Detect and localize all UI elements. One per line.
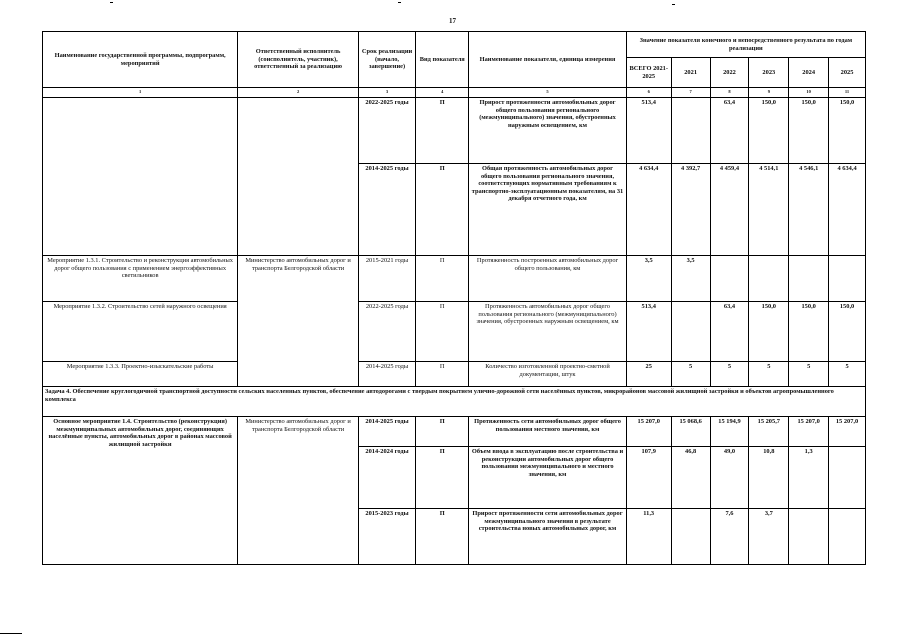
scan-mark: [110, 2, 113, 3]
event-name-cell: Мероприятие 1.3.2. Строительство сетей наружного освещения: [43, 302, 238, 362]
responsible-cell: Министерство автомобильных дорог и транспорта Белгородской области: [238, 256, 359, 387]
type-cell: П: [416, 509, 469, 565]
table-row: [43, 302, 866, 362]
value-cell: 3,5: [671, 256, 710, 302]
term-cell: 2014-2025 годы: [358, 417, 415, 447]
col-index: 10: [789, 88, 829, 98]
scan-mark: [672, 4, 675, 5]
table-row: [43, 417, 866, 447]
col-index: 11: [829, 88, 866, 98]
header-values-group: Значение показателя конечного и непосредственного результата по годам реализации: [626, 32, 865, 58]
indicator-cell: Общая протяженность автомобильных дорог общего пользования регионального значения, соответствующих нормативным требованиям к транспортно-эксплуатационным показателям, на 31 декабря отчетного года, км: [469, 164, 626, 256]
value-cell: 5: [749, 362, 789, 387]
value-cell: 10,8: [749, 447, 789, 509]
header-responsible: Ответственный исполнитель (соисполнитель, участник), ответственный за реализацию: [238, 32, 359, 88]
responsible-cell-empty: [238, 98, 359, 256]
task-row: [43, 387, 866, 417]
value-cell: 15 068,6: [671, 417, 710, 447]
col-index: 4: [416, 88, 469, 98]
col-index: 7: [671, 88, 710, 98]
value-cell: 4 459,4: [710, 164, 749, 256]
value-cell: 46,8: [671, 447, 710, 509]
indicator-cell: Протяженность автомобильных дорог общего пользования регионального (межмуниципального) значения, обустроенных наружным освещением, км: [469, 302, 626, 362]
indicator-cell: Объем ввода в эксплуатацию после строительства и реконструкции автомобильных дорог общего пользования межмуниципального и местного значения, км: [469, 447, 626, 509]
table-row: [43, 256, 866, 302]
value-cell: 15 207,0: [829, 417, 866, 447]
indicator-cell: Прирост протяженности сети автомобильных дорог межмуниципального значения в результате строительства новых автомобильных дорог, км: [469, 509, 626, 565]
header-total: ВСЕГО 2021-2025: [626, 58, 671, 88]
value-cell: 4 634,4: [626, 164, 671, 256]
event-name-cell: Мероприятие 1.3.3. Проектно-изыскательские работы: [43, 362, 238, 387]
header-year: 2025: [829, 58, 866, 88]
value-cell: 7,6: [710, 509, 749, 565]
value-cell: 63,4: [710, 98, 749, 164]
page-number: 17: [449, 17, 456, 25]
header-indicator: Наименование показателя, единица измерения: [469, 32, 626, 88]
value-cell: [671, 509, 710, 565]
value-cell: 15 207,0: [626, 417, 671, 447]
header-type: Вид показателя: [416, 32, 469, 88]
col-index: 5: [469, 88, 626, 98]
col-index: 8: [710, 88, 749, 98]
value-cell: 5: [710, 362, 749, 387]
task-title: Задача 4. Обеспечение круглогодичной транспортной доступности сельских населенных пунктов, обеспечение автодорогами с твердым покрытием улично-дорожной сети населённых пунктов, микрорайонов массовой жилищной застройки и объектов агропромышленного комплекса: [43, 387, 866, 417]
value-cell: 150,0: [829, 98, 866, 164]
value-cell: 150,0: [749, 302, 789, 362]
value-cell: 15 205,7: [749, 417, 789, 447]
name-cell-empty: [43, 98, 238, 256]
term-cell: 2014-2024 годы: [358, 447, 415, 509]
value-cell: 15 207,0: [789, 417, 829, 447]
value-cell: 150,0: [789, 302, 829, 362]
value-cell: 63,4: [710, 302, 749, 362]
value-cell: 4 514,1: [749, 164, 789, 256]
value-cell: [829, 447, 866, 509]
term-cell: 2015-2021 годы: [358, 256, 415, 302]
event-name-cell: Мероприятие 1.3.1. Строительство и реконструкция автомобильных дорог общего пользования с применением энергоэффективных светильников: [43, 256, 238, 302]
indicator-cell: Протяженность построенных автомобильных дорог общего пользования, км: [469, 256, 626, 302]
col-index: 9: [749, 88, 789, 98]
header-year: 2023: [749, 58, 789, 88]
indicator-table: [42, 31, 866, 565]
table-row: [43, 362, 866, 387]
col-index: 2: [238, 88, 359, 98]
indicator-cell: Количество изготовленной проектно-сметной документации, штук: [469, 362, 626, 387]
value-cell: [829, 256, 866, 302]
type-cell: П: [416, 98, 469, 164]
term-cell: 2015-2023 годы: [358, 509, 415, 565]
value-cell: 15 194,9: [710, 417, 749, 447]
header-year: 2021: [671, 58, 710, 88]
type-cell: П: [416, 302, 469, 362]
value-cell: 513,4: [626, 302, 671, 362]
value-cell: 5: [671, 362, 710, 387]
value-cell: 25: [626, 362, 671, 387]
type-cell: П: [416, 362, 469, 387]
table-row: [43, 98, 866, 164]
responsible-cell: Министерство автомобильных дорог и транспорта Белгородской области: [238, 417, 359, 565]
header-year: 2022: [710, 58, 749, 88]
value-cell: [671, 302, 710, 362]
value-cell: 11,3: [626, 509, 671, 565]
main-event-name-cell: Основное мероприятие 1.4. Строительство (реконструкция) межмуниципальных автомобильных дорог, соединяющих населённые пункты, автомобильных дорог в районах массовой жилищной застройки: [43, 417, 238, 565]
column-index-row: [43, 88, 866, 98]
col-index: 3: [358, 88, 415, 98]
term-cell: 2014-2025 годы: [358, 362, 415, 387]
header-year: 2024: [789, 58, 829, 88]
header-term: Срок реализации (начало, завершение): [358, 32, 415, 88]
type-cell: П: [416, 417, 469, 447]
value-cell: 4 546,1: [789, 164, 829, 256]
value-cell: [789, 509, 829, 565]
type-cell: П: [416, 447, 469, 509]
term-cell: 2022-2025 годы: [358, 302, 415, 362]
col-index: 6: [626, 88, 671, 98]
value-cell: [749, 256, 789, 302]
value-cell: [789, 256, 829, 302]
term-cell: 2014-2025 годы: [358, 164, 415, 256]
value-cell: 150,0: [829, 302, 866, 362]
value-cell: 107,9: [626, 447, 671, 509]
value-cell: 513,4: [626, 98, 671, 164]
value-cell: 150,0: [749, 98, 789, 164]
col-index: 1: [43, 88, 238, 98]
value-cell: 1,3: [789, 447, 829, 509]
value-cell: [710, 256, 749, 302]
type-cell: П: [416, 256, 469, 302]
value-cell: 49,0: [710, 447, 749, 509]
value-cell: [671, 98, 710, 164]
value-cell: 5: [829, 362, 866, 387]
value-cell: 4 392,7: [671, 164, 710, 256]
scan-mark: [0, 633, 22, 634]
type-cell: П: [416, 164, 469, 256]
value-cell: [829, 509, 866, 565]
term-cell: 2022-2025 годы: [358, 98, 415, 164]
header-name: Наименование государственной программы, подпрограмм, мероприятий: [43, 32, 238, 88]
value-cell: 150,0: [789, 98, 829, 164]
value-cell: 4 634,4: [829, 164, 866, 256]
scan-mark: [398, 2, 401, 3]
value-cell: 3,7: [749, 509, 789, 565]
value-cell: 5: [789, 362, 829, 387]
indicator-cell: Протяженность сети автомобильных дорог общего пользования местного значения, км: [469, 417, 626, 447]
value-cell: 3,5: [626, 256, 671, 302]
indicator-cell: Прирост протяженности автомобильных дорог общего пользования регионального (межмуниципального) значения, обустроенных наружным освещением, км: [469, 98, 626, 164]
